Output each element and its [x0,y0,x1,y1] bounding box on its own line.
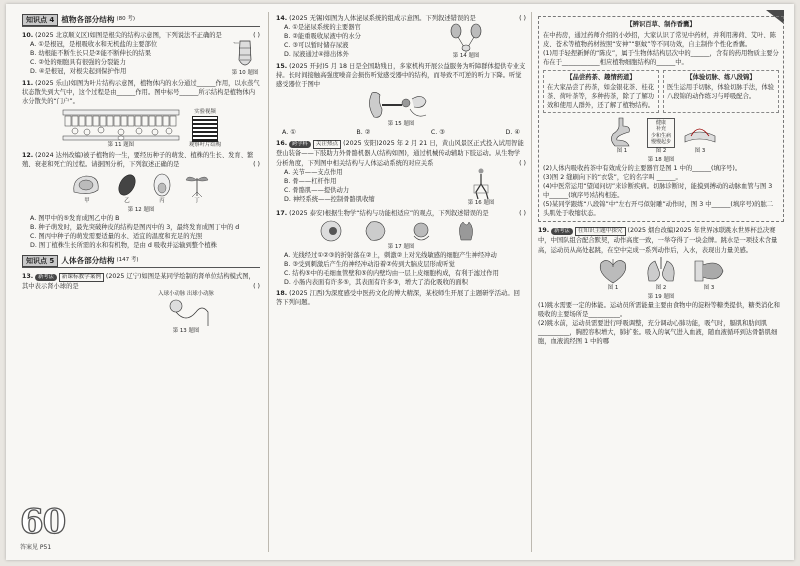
new-method-badge: 新考法 [35,274,57,281]
question-text: (2025 烟台改编)2025 年世界冰联跳水世界杯总决赛中，中国队组合配合默契，动作高度一致，一举夺得了一块金牌。跳水是一项技术含量高，运动员从高处起跳，在空中完成一系列动作后，入水，表现出力量美感。 [538,227,778,254]
organ-figures [276,218,526,251]
question-13 [22,272,260,335]
option-b[interactable]: B. ② [356,129,371,137]
option-a[interactable]: A. 关节——支点作用 [284,168,343,176]
question-text: (2025 安阳)2025 年 2 月 21 日，黄山风景区正式投入试用智能登山装备——下肢助力外骨骼机器人(结构如图)，通过机械传动辅助下肢运动。从生物学分析角度，下列图中相关结构与人体运动系统的对应关系 [276,140,524,167]
figure-caption: 第 19 题图 [647,293,675,300]
question-text: (2025 泰安)根据生物学“结构与功能相适应”的观点，下列叙述错误的是 [289,209,489,217]
question-12 [22,151,260,250]
option-c[interactable]: C. ③可以暂时储存尿液 [284,42,349,50]
option-d[interactable]: D. 尿液通过④排出体外 [284,51,349,59]
box-body: 在中药房，通过药师介绍的小妙招，大家认识了常见中药材，并利用薄荷、艾叶、陈皮、苍术等植物药材按照“安神”“驱蚊”等不同功效，自主制作个性化香囊。 [543,32,776,49]
question-text: (2025 辽宁)如图是某同学绘制的肾单位结构模式图，其中表示肾小球的是 [22,272,255,290]
figure-caption: 第 15 题图 [387,121,415,128]
question-text: (2025 江西)为深度感受中医药文化的博大精深，某校师生开展了主题研学活动。回答下列问题。 [276,290,520,307]
topic-badge: 在知识主题中探究 [575,227,626,236]
answer-blank[interactable]: ( ) [519,209,526,217]
option-b[interactable]: B. 骨——杠杆作用 [284,177,337,185]
question-text: (2025 北京顺义区)如图是根尖的结构示意图，下列说法不正确的是 [35,32,222,39]
option-b[interactable]: B. 幼根能不断生长只是②能不断伸长的结果 [30,50,152,58]
qr-code-block[interactable] [189,109,221,149]
option-b[interactable]: B. 种子萌发时，最先突破种皮的结构是图丙中的 3，最终发育成图丁中的 d [30,223,240,231]
option-c[interactable]: C. ③ [430,129,445,137]
subquestion-2: (2)人体内吸收药茶中有效成分的主要器官是图 1 中的______(填序号)。 [543,164,742,172]
option-a[interactable]: A. 光线经过①②③的折射落在②上，刺激②上对光线敏感的细胞产生神经冲动 [284,251,497,259]
subbox-body: 在大家品尝了药茶，如金银花茶、桂花茶、荷叶茶等，多种药茶，除了了解功效和使用人群外，还了解了植物结构。 [547,83,655,109]
figure-label: 乙 [124,197,130,204]
column-divider [531,12,532,552]
subquestion-5: (5)某同学跟练“八段锦”中“左右开弓似射雕”动作时，图 3 中______(填序号)的肱二头肌处于收缩状态。 [543,201,774,218]
answer-blank[interactable]: ( ) [253,282,260,290]
question-number: 12. [22,152,34,160]
question-19 [538,226,784,346]
urinary-system-figure [446,23,486,60]
new-method-badge: 新考法 [551,228,573,235]
question-number: 15. [276,63,288,71]
pulse-activity-box [663,70,779,112]
option-c[interactable]: C. ②处的细胞具有很强的分裂能力 [30,59,126,67]
option-a[interactable]: A. ①是根冠，是根吸收水和无机盐的主要部位 [30,41,158,49]
option-d[interactable]: D. ④ [505,129,520,137]
section-header-4 [22,14,260,27]
figure-19-row [538,257,784,292]
column-middle [276,14,526,309]
option-a[interactable]: A. ①是泌尿系统的主要器官 [284,24,361,32]
figure-caption: 第 17 题图 [387,243,415,250]
figure-label: 甲 [84,197,90,204]
question-text: (2025 开封)5 月 18 日是全国助残日，多家机构开展公益服务为听障群体提供专业支持。长时间接触高强度噪音会损伤听觉感受器中的结构，而导致不可逆的听力下降。听觉感受器位于图中 [276,63,526,89]
workbook-page [6,4,794,560]
figure-caption: 第 12 题图 [127,206,155,213]
question-17 [276,209,526,287]
figure-18-row [543,116,779,155]
qr-label: 实验视频 [194,109,216,116]
question-number: 13. [22,272,34,280]
option-c[interactable]: C. 结构⑤中的毛细血管壁和⑤的内壁均由一层上皮细胞构成，有利于滤过作用 [284,269,499,277]
nephron-figure: 入球小动脉 出球小动脉 第 13 题图 [158,291,214,335]
question-text: (2025 无锡)如图为人体泌尿系统的组成示意图。下列叙述错误的是 [289,15,476,22]
question-10 [22,31,260,77]
figure-caption: 第 18 题图 [647,156,675,163]
hot-topic-badge: 关注热点 [313,140,341,149]
question-number: 11. [22,80,34,88]
question-11: 11. (2025 乐山)如图为叶片结构示意图，植物体内的水分通过______作用，以水蒸气状态散失到大气中，这个过程是由______作用。图中标号______所示结构是植物体内水分散失的“门户”。 第 11 题图 实验视频 观察叶片结构 [22,80,260,149]
root-tip-figure [230,40,260,77]
subquestion-1: (1)跳水需要一定的体能。运动员所需能量主要由食物中的淀粉等糖类提供，糖类消化和吸收的主要场所是__________。 [538,301,780,318]
column-right [538,14,784,348]
option-d[interactable]: D. 小肠内表面有许多⑤，其表面有许多③，增大了消化吸收的面积 [284,279,468,287]
answer-blank[interactable]: ( ) [253,32,260,39]
figure-label: 图 1 [607,284,619,291]
exoskeleton-figure [466,168,496,207]
question-14 [276,14,526,60]
option-a[interactable]: A. 图甲中的⑤发育成图乙中的 B [30,214,120,222]
figure-label: 图 3 [694,147,706,154]
qr-code-icon[interactable] [192,116,218,142]
question-text: (2024 达州改编)被子植物的一生，要经历种子的萌发、植株的生长、发育、繁殖、衰老和死亡的过程。请据图分析，下列叙述正确的是 [22,152,254,169]
figure-label: 丁 [194,197,200,204]
question-number: 17. [276,209,288,217]
subquestion-4: (4)中医常运用“望闻问切”来诊断疾病。切脉诊断时，能摸到搏动的动脉血管与图 3 中______(填序号)结构相连。 [543,183,773,200]
box-title: 【辨识百草、制作香囊】 [626,21,696,28]
answer-blank[interactable]: ( ) [519,159,526,167]
question-16 [276,139,526,206]
figure-caption: 第 11 题图 [107,142,135,149]
tea-activity-box [543,70,659,112]
subbox-title: 【品尝药茶、趣情药道】 [566,74,636,82]
option-b[interactable]: B. ③受到刺激后产生的神经冲动沿着②传到大脑皮层形成听觉 [284,260,455,268]
leaf-section-figure [61,108,181,149]
qr-label: 观察叶片结构 [188,142,222,149]
section-tag: 知识点 5 [22,255,58,267]
question-number: 18. [276,290,288,298]
figure-label: 图 3 [703,284,715,291]
subquestion-3: (3)图 2 缝刷向下的“衣袋”，它的名字叫 ______。 [543,173,682,181]
question-18 [276,289,526,307]
study-activity-box [538,16,784,222]
section-header-5 [22,255,260,268]
figure-label: 图 2 [655,284,667,291]
figure-label: 图 2 [655,147,667,154]
question-number: 10. [22,32,34,39]
question-number: 14. [276,15,288,22]
option-b[interactable]: B. ②能重吸收尿液中的水分 [284,33,361,41]
section-count: (147 考) [116,257,139,264]
option-c[interactable]: C. 骨骼肌——提供动力 [284,186,350,194]
figure-caption: 第 10 题图 [231,70,259,77]
page-number: 60 [20,502,66,542]
subbox-body: 医生运用手切脉，体验切脉手法，体验八段锦的动作练习与呼吸配合。 [667,83,775,100]
question-text: (2025 乐山)如图为叶片结构示意图，植物体内的水分通过 [35,80,197,88]
option-c[interactable]: C. 图丙中种子的萌发需要适量的水、适宜的温度和充足的光照 [30,232,203,240]
figure-label: 图 1 [616,147,628,154]
question-number: 19. [538,227,550,235]
figure-caption: 第 13 题图 [172,328,200,335]
section-count: (80 考) [116,16,136,23]
subbox-title: 【体验切脉、练八段锦】 [686,74,756,82]
figure-label: 丙 [159,197,165,204]
answer-blank[interactable]: ( ) [519,15,526,22]
subquestion-1: (1)用手轻捏新鲜的“陈皮”，属于生物体结构层次中的______，含有的药用物质主要分布在于____________相应植物细胞结构的______中。 [543,50,779,67]
question-number: 16. [276,140,288,148]
section-tag: 知识点 4 [22,14,58,26]
answer-blank[interactable]: ( ) [253,161,260,169]
seed-figures [22,172,260,205]
subquestion-2: (2)跳水前，运动员需要进行呼吸调整，充分调动心肺功能，吸气时，膈肌和肋间肌__________，胸腔容积增大，肺扩张。吸入的氧气进入血液，随血液循环到达骨骼肌细胞，血液流经图 1 中的哪 [538,319,778,345]
ear-figure [276,89,526,128]
section-title: 植物各部分结构 [61,15,115,25]
option-d[interactable]: D. ④是根冠，对根尖起到保护作用 [30,68,127,76]
interdisciplinary-badge: 跨学科 [289,141,311,148]
option-d[interactable]: D. 神经系统——控制骨骼肌收缩 [284,195,375,203]
option-a[interactable]: A. ① [282,129,296,137]
option-d[interactable]: D. 图丁植株生长所需的水和有机物，是由 d 吸收并运输到整个植株 [30,241,217,249]
scroll-note: 健康 补充 少和生病 慢慢起步 图 2 [647,118,675,155]
section-title: 人体各部分结构 [61,256,115,266]
figure-caption: 第 14 题图 [452,53,480,60]
topic-badge: 新课标教学案例 [59,273,104,282]
column-left [22,14,260,337]
figure-caption: 第 16 题图 [467,199,495,206]
question-15 [276,62,526,137]
answer-reference: 答案见 P51 [20,544,52,551]
column-divider [268,12,269,552]
